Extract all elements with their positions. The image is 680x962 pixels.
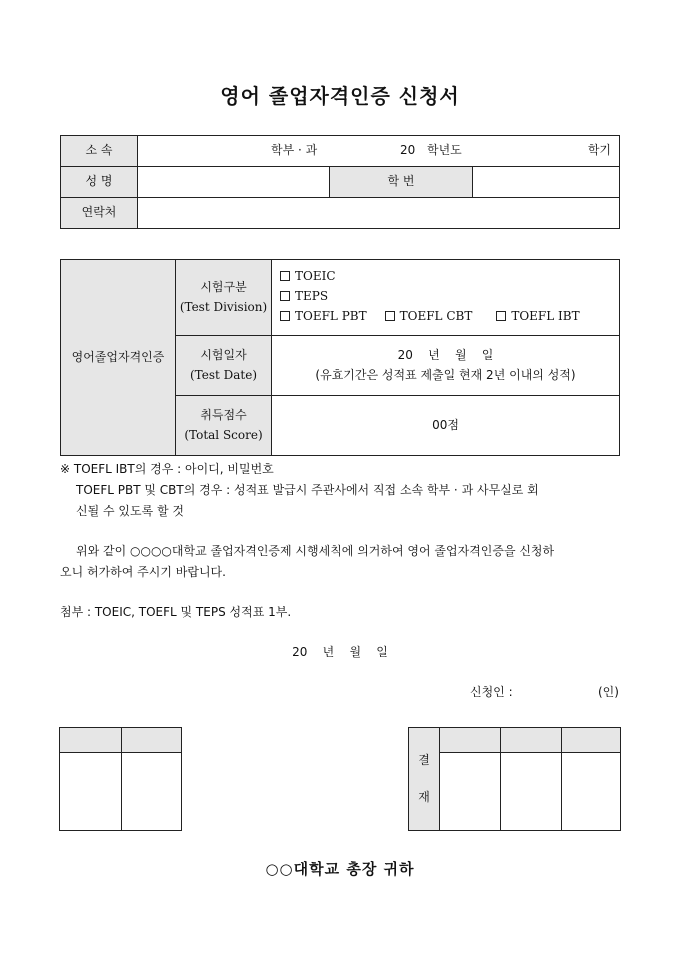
addressee: ○○대학교 총장 귀하 <box>265 860 415 878</box>
contact-field[interactable] <box>137 197 620 229</box>
left-box-header-2 <box>121 727 182 753</box>
left-box-header-1 <box>59 727 122 753</box>
approval-label-2: 재 <box>418 789 430 804</box>
approval-sign-1[interactable] <box>439 752 501 831</box>
left-box-cell-1[interactable] <box>59 752 122 831</box>
checkbox-icon[interactable] <box>385 311 395 321</box>
score-label-en: (Total Score) <box>184 427 263 442</box>
date-line: 20 년 월 일 <box>292 645 388 659</box>
date-field[interactable] <box>271 335 620 396</box>
student-id-label: 학 번 <box>329 166 473 198</box>
option-teps[interactable]: TEPS <box>280 286 328 306</box>
checkbox-icon[interactable] <box>496 311 506 321</box>
score-field[interactable]: 00점 <box>271 395 620 456</box>
year-suffix: 학년도 <box>427 143 462 158</box>
note-line-3: 신될 수 있도록 할 것 <box>76 504 184 518</box>
note-line-1: ※ TOEFL IBT의 경우 : 아이디, 비밀번호 <box>60 462 274 476</box>
cert-section-label: 영어졸업자격인증 <box>60 259 176 456</box>
seal-label: (인) <box>598 685 619 699</box>
option-toefl-ibt[interactable]: TOEFL IBT <box>496 306 579 326</box>
dept-suffix: 학부 · 과 <box>271 143 318 158</box>
approval-header-3 <box>561 727 621 753</box>
checkbox-icon[interactable] <box>280 271 290 281</box>
year-prefix: 20 <box>400 143 416 158</box>
checkbox-icon[interactable] <box>280 291 290 301</box>
date-label <box>175 335 272 396</box>
option-toefl-pbt[interactable]: TOEFL PBT <box>280 306 367 326</box>
approval-label <box>408 727 440 831</box>
score-label-ko: 취득점수 <box>200 408 247 423</box>
note-line-2: TOEFL PBT 및 CBT의 경우 : 성적표 발급시 주관사에서 직접 소속 학부 · 과 사무실로 회 <box>76 483 539 497</box>
division-label <box>175 259 272 336</box>
body-text-1: 위와 같이 ○○○○대학교 졸업자격인증제 시행세칙에 의거하여 영어 졸업자격인증을 신청하 <box>76 544 555 558</box>
date-note: (유효기간은 성적표 제출일 현재 2년 이내의 성적) <box>315 367 576 382</box>
approval-sign-3[interactable] <box>561 752 621 831</box>
approval-header-1 <box>439 727 501 753</box>
score-label <box>175 395 272 456</box>
approval-header-2 <box>500 727 562 753</box>
option-toefl-cbt[interactable]: TOEFL CBT <box>385 306 473 326</box>
approval-sign-2[interactable] <box>500 752 562 831</box>
attachment: 첨부 : TOEIC, TOEFL 및 TEPS 성적표 1부. <box>60 605 292 619</box>
contact-label: 연락처 <box>60 197 138 229</box>
division-label-en: (Test Division) <box>179 299 268 314</box>
name-field[interactable] <box>137 166 330 198</box>
affiliation-field[interactable] <box>137 135 620 167</box>
student-id-field[interactable] <box>472 166 620 198</box>
left-box-cell-2[interactable] <box>121 752 182 831</box>
division-options <box>271 259 620 336</box>
page-title: 영어 졸업자격인증 신청서 <box>220 84 460 108</box>
option-toeic[interactable]: TOEIC <box>280 266 336 286</box>
name-label: 성 명 <box>60 166 138 198</box>
date-label-ko: 시험일자 <box>200 348 247 363</box>
affiliation-label: 소 속 <box>60 135 138 167</box>
applicant-label: 신청인 : <box>470 685 513 699</box>
division-label-ko: 시험구분 <box>200 280 247 295</box>
body-text-2: 오니 허가하여 주시기 바랍니다. <box>60 565 226 579</box>
date-value: 20 년 월 일 <box>397 348 494 363</box>
approval-label-1: 결 <box>418 752 430 767</box>
checkbox-icon[interactable] <box>280 311 290 321</box>
date-label-en: (Test Date) <box>189 367 258 382</box>
semester-suffix: 학기 <box>587 143 611 158</box>
